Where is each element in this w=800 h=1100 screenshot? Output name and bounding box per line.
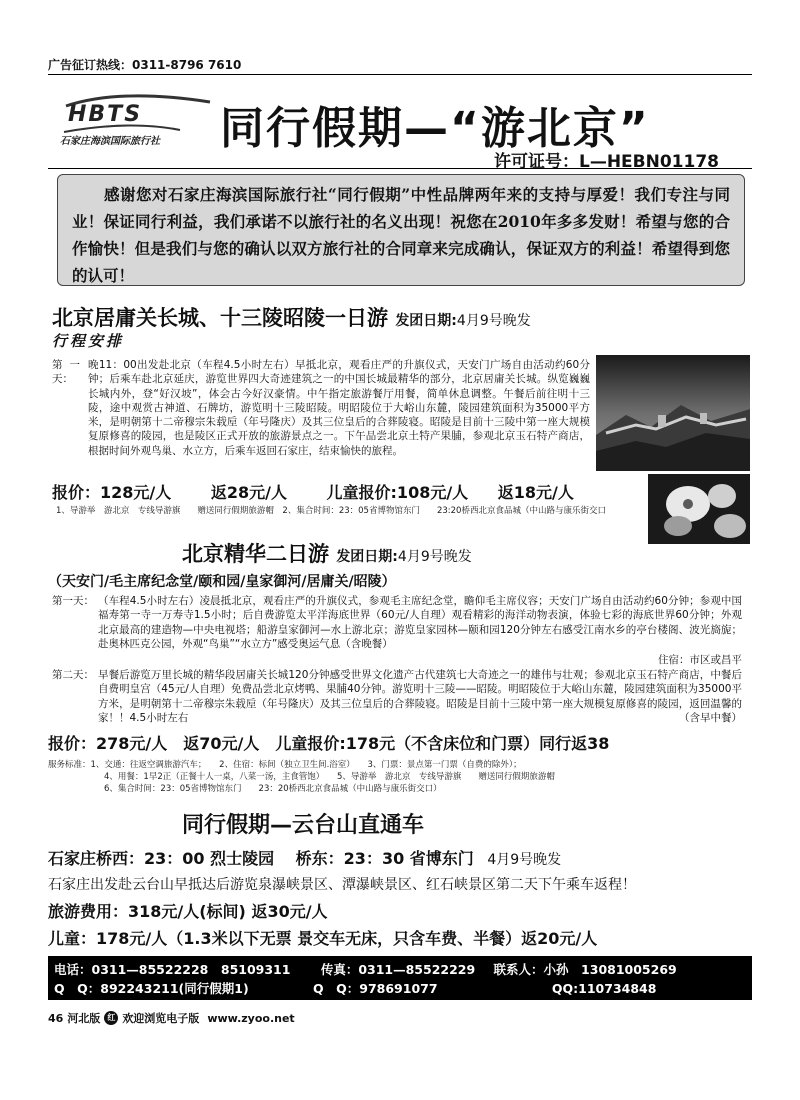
- title-divider: [48, 168, 752, 169]
- tour2-day1-stay: 住宿：市区或昌平: [658, 654, 742, 666]
- tour2-day2-label: 第二天：: [52, 669, 94, 681]
- tour2-title: 北京精华二日游: [182, 541, 329, 566]
- tour1-date-label: 发团日期:: [395, 313, 457, 329]
- company-logo: [60, 92, 220, 152]
- logo-company-name: 石家庄海滨国际旅行社: [60, 136, 160, 147]
- tour3-title: 同行假期—云台山直通车: [182, 813, 425, 838]
- tour1-child-rebate: 返18元/人: [497, 483, 574, 502]
- itinerary-heading: 行程安排: [52, 332, 125, 350]
- page-footer: [48, 1010, 295, 1026]
- page-title: 同行假期—“游北京”: [220, 103, 650, 154]
- license-number: 许可证号：L—HEBN01178: [494, 152, 720, 172]
- contact-bar: [48, 956, 752, 1000]
- tour3-depart-date: 4月9号晚发: [487, 852, 562, 868]
- tour1-price: 报价：128元/人: [52, 483, 172, 502]
- great-wall-photo: [596, 355, 750, 471]
- contact-row-1: [54, 960, 677, 978]
- tour3-depart-line: 石家庄桥西：23：00 烈士陵园 桥东：23：30 省博东门: [48, 849, 474, 868]
- tour2-service-2: 4、用餐：1早2正（正餐十人一桌，八菜一汤，主食管饱） 5、导游举 游北京 专线导游旗 赠送同行假期旅游帽: [104, 772, 555, 782]
- tour2-date-label: 发团日期:: [336, 549, 398, 565]
- ad-hotline: 广告征订热线：0311-8796 7610: [48, 58, 242, 72]
- tour1-child-price: 儿童报价:108元/人: [326, 483, 469, 502]
- tour1-date: [395, 313, 530, 329]
- page-number: 46: [48, 1011, 64, 1025]
- flowers-photo: [648, 474, 750, 544]
- tour2-date: [336, 549, 471, 565]
- tour2-service-3: 6、集合时间：23：05省博物馆东门 23：20桥西北京食品城（中山路与康乐街交口）: [104, 784, 442, 794]
- tour3-desc: 石家庄出发赴云台山早抵达后游览泉瀑峡景区、潭瀑峡景区、红石峡景区第二天下午乘车返程！: [48, 877, 636, 893]
- contact-qq-3: QQ:110734848: [551, 981, 657, 996]
- thank-you-notice: 感谢您对石家庄海滨国际旅行社“同行假期”中性品牌两年来的支持与厚爱！我们专注与同业！保证同行利益，我们承诺不以旅行社的名义出现！祝您在2010年多多发财！希望与您的合作愉快！但是我们与您的确认以双方旅行社的合同章来完成确认，保证双方的利益！希望得到您的认可！: [57, 174, 745, 286]
- tour3-depart-row: [48, 846, 561, 869]
- tour3-cost: 旅游费用：318元/人(标间) 返30元/人: [48, 902, 328, 921]
- contact-person: 联系人：小孙 13081005269: [493, 962, 677, 977]
- tour1-rebate: 返28元/人: [210, 483, 287, 502]
- tour2-day2-meal: （含早中餐）: [640, 711, 742, 725]
- tour1-notes: 1、导游举 游北京 专线导游旗 赠送同行假期旅游帽 2、集合时间：23：05省博物馆东门 23:20桥西北京食品城（中山路与康乐街交口: [56, 506, 606, 516]
- edition-badge-icon: 红: [104, 1011, 118, 1025]
- contact-phone: 电话：0311—85522228 85109311: [54, 962, 291, 977]
- tour3-child: 儿童：178元/人（1.3米以下无票 景交车无床，只含车费、半餐）返20元/人: [48, 929, 598, 948]
- tour2-heading: [182, 538, 472, 568]
- tour1-date-value: 4月9号晚发: [456, 313, 531, 329]
- tour2-day1-label: 第一天：: [52, 595, 94, 607]
- tour2-date-value: 4月9号晚发: [397, 549, 472, 565]
- contact-fax: 传真：0311—85522229: [320, 962, 476, 977]
- tour1-title: 北京居庸关长城、十三陵昭陵一日游: [52, 305, 388, 330]
- tour1-heading: [52, 302, 531, 332]
- contact-qq-1: Q Q：892243211(同行假期1): [54, 981, 249, 996]
- tour2-day2-text: 早餐后游览万里长城的精华段居庸关长城120分钟感受世界文化遗产古代建筑七大奇迹之一的雄伟与壮观；参观北京玉石特产商店，中餐后自费明皇宫（45元/人自理）免费品尝北京烤鸭、果脯40分钟。游览明十三陵——昭陵。明昭陵位于大峪山东麓，陵园建筑面积为35000平方米，是明朝第十二帝穆宗朱载垕（年号隆庆）及其三位皇后的合葬陵寝。昭陵是目前十三陵中第一座大规模复原修喜的陵园，返回温馨的家！！4.5小时左右: [98, 669, 742, 724]
- contact-qq-2: Q Q：978691077: [313, 981, 438, 996]
- tour1-day1-text: 晚11：00出发赴北京（车程4.5小时左右）早抵北京，观看庄严的升旗仪式，天安门广场自由活动约60分钟；后乘车赴北京延庆，游览世界四大奇迹建筑之一的中国长城最精华的部分，北京居庸关长城。纵览巍巍长城内外，登“好汉坡”，体会古今好汉豪情。中午指定旅游餐厅用餐，简单休息调整。午餐后前往明十三陵，途中观赏古神道、石牌坊，游览明十三陵昭陵。明昭陵位于大峪山东麓，陵园建筑面积为35000平方米，是明朝第十二帝穆宗朱载垕（年号隆庆）及其三位皇后的合葬陵寝。昭陵是目前十三陵中第一座大规模复原修喜的陵园，也是陵区正式开放的旅游景点之一。下午品尝北京土特产果脯，参观北京玉石特产商店，根据时间外观鸟巢、水立方，后乘车返回石家庄，结束愉快的旅程。: [88, 359, 590, 457]
- website-link[interactable]: www.zyoo.net: [207, 1011, 295, 1025]
- top-divider: [48, 74, 752, 75]
- tour2-day1-text: （车程4.5小时左右）凌晨抵北京，观看庄严的升旗仪式，参观毛主席纪念堂，瞻仰毛主席仪容；天安门广场自由活动约60分钟；参观中国福寿第一寺一万寿寺1.5小时；后自费游览太平洋海底世界（60元/人自理）观看精彩的海洋动物表演，体验七彩的海底世界60分钟；外观北京最高的建造物—中央电视塔；船游皇家御河—水上游北京；游览皇家园林—颐和园120分钟左右感受江南水乡的亭台楼阁、波光旖旎；赴奥林匹克公园，外观“鸟巢”“水立方”感受奥运气息（含晚餐）: [98, 595, 742, 650]
- tour2-price-line: 报价：278元/人 返70元/人 儿童报价:178元（不含床位和门票）同行返38: [48, 734, 610, 753]
- tour2-subtitle: （天安门/毛主席纪念堂/颐和园/皇家御河/居庸关/昭陵）: [48, 574, 396, 590]
- tour2-service-1: 服务标准：1、交通：往返空调旅游汽车； 2、住宿：标间（独立卫生间.浴室） 3、门票：景点第一门票（自费的除外）；: [48, 760, 522, 770]
- tour1-day1-label: 第一天：: [52, 359, 80, 386]
- contact-row-2: [54, 979, 656, 997]
- tour1-price-row: [52, 480, 574, 503]
- logo-text: HBTS: [68, 102, 143, 127]
- welcome-text: 欢迎浏览电子版: [122, 1012, 200, 1025]
- edition-label: 河北版: [67, 1012, 101, 1025]
